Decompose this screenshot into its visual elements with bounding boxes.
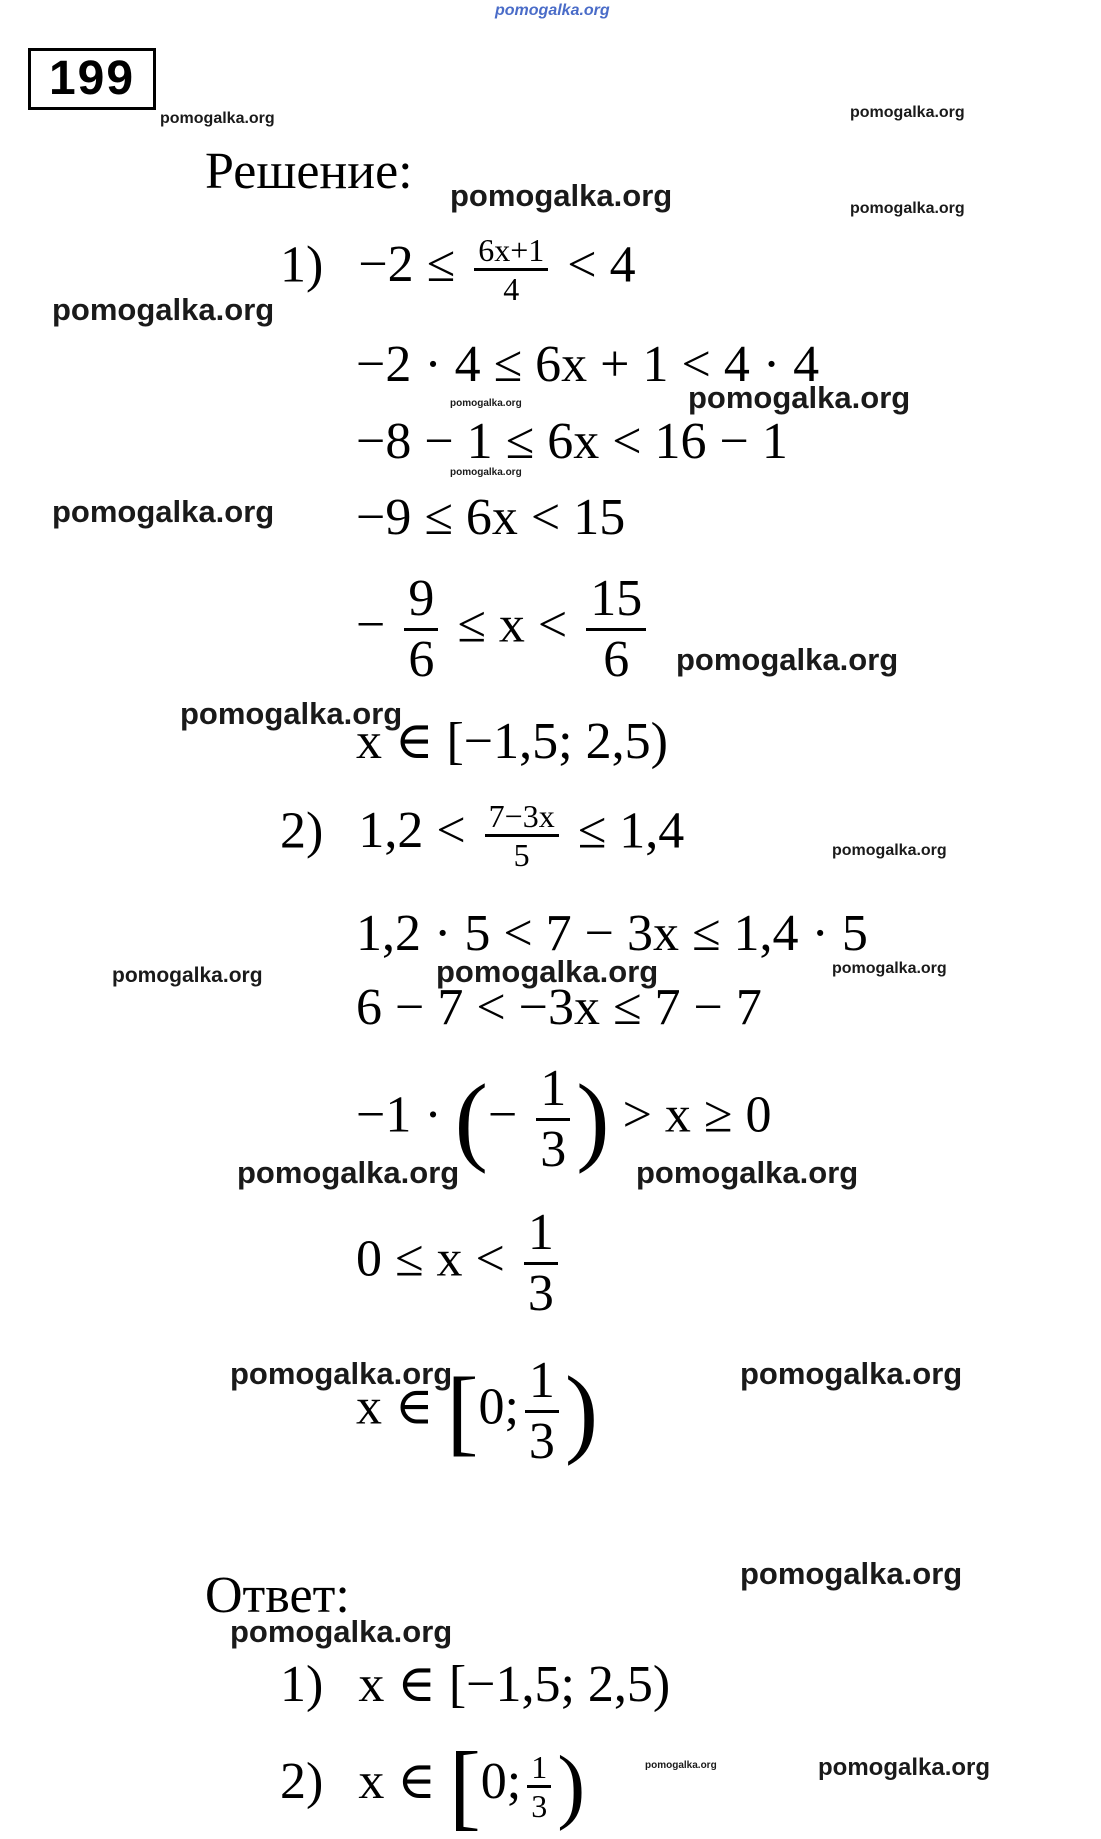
fraction-denominator: 3 xyxy=(528,1413,555,1470)
zero: 0; xyxy=(478,1378,519,1436)
part1-line4: −9 ≤ 6x < 15 xyxy=(356,489,626,546)
watermark: pomogalka.org xyxy=(160,110,275,127)
watermark: pomogalka.org xyxy=(740,1356,963,1391)
answer2-left: x ∈ xyxy=(358,1752,436,1810)
watermark-top: pomogalka.org xyxy=(495,2,610,19)
fraction-denominator: 4 xyxy=(503,271,520,307)
watermark: pomogalka.org xyxy=(52,494,275,529)
part1-line5 xyxy=(356,570,652,689)
fraction-numerator: 9 xyxy=(408,570,435,627)
fraction-numerator: 1 xyxy=(527,1204,554,1261)
part1-line5-middle: ≤ x < xyxy=(457,596,568,654)
part2-label: 2) xyxy=(280,802,324,860)
fraction-numerator: 15 xyxy=(590,570,643,627)
answer1-label: 1) xyxy=(280,1656,324,1713)
minus-sign: − xyxy=(487,1086,518,1144)
part2-line1-right: ≤ 1,4 xyxy=(577,802,685,860)
answer1-value: x ∈ [−1,5; 2,5) xyxy=(358,1656,671,1713)
part2-line6 xyxy=(356,1352,598,1471)
watermark: pomogalka.org xyxy=(112,964,263,987)
part1-line1-left: −2 ≤ xyxy=(358,236,456,294)
part2-line3: 6 − 7 < −3x ≤ 7 − 7 xyxy=(356,979,762,1036)
part2-line4-left: −1 · xyxy=(356,1086,442,1144)
watermark: pomogalka.org xyxy=(230,1614,453,1649)
fraction-denominator: 5 xyxy=(513,837,530,873)
part1-line5-fraction1 xyxy=(404,570,438,689)
part2-line6-fraction xyxy=(525,1352,559,1471)
paren-open: ( xyxy=(454,1063,488,1175)
part2-line5 xyxy=(356,1204,564,1323)
part1-line1 xyxy=(280,232,636,307)
bracket-open: [ xyxy=(448,1732,481,1839)
paren-close: ) xyxy=(564,1355,599,1467)
watermark: pomogalka.org xyxy=(180,696,403,731)
watermark: pomogalka.org xyxy=(237,1155,460,1190)
part1-line6: x ∈ [−1,5; 2,5) xyxy=(356,713,668,770)
bracket-open: [ xyxy=(446,1357,479,1465)
part1-line3: −8 − 1 ≤ 6x < 16 − 1 xyxy=(356,413,788,470)
paren-close: ) xyxy=(557,1739,586,1832)
watermark: pomogalka.org xyxy=(676,642,899,677)
fraction-numerator: 1 xyxy=(531,1748,548,1785)
solution-heading: Решение: xyxy=(205,143,413,200)
watermark: pomogalka.org xyxy=(636,1155,859,1190)
fraction-denominator: 3 xyxy=(540,1121,567,1178)
part1-line1-right: < 4 xyxy=(567,236,636,294)
fraction-denominator: 6 xyxy=(603,631,630,688)
answer-line2 xyxy=(280,1732,586,1839)
watermark: pomogalka.org xyxy=(450,398,522,409)
part2-line5-left: 0 ≤ x < xyxy=(356,1230,505,1288)
problem-number: 199 xyxy=(28,48,156,110)
watermark: pomogalka.org xyxy=(818,1754,991,1781)
watermark: pomogalka.org xyxy=(52,292,275,327)
part2-line4 xyxy=(356,1060,771,1179)
watermark: pomogalka.org xyxy=(740,1556,963,1591)
part2-line1-fraction xyxy=(485,798,559,873)
watermark: pomogalka.org xyxy=(230,1356,453,1391)
part2-line1 xyxy=(280,798,684,873)
answer-heading: Ответ: xyxy=(205,1567,350,1624)
fraction-denominator: 6 xyxy=(408,631,435,688)
part2-line4-fraction xyxy=(536,1060,570,1179)
part1-line2: −2 · 4 ≤ 6x + 1 < 4 · 4 xyxy=(356,336,820,393)
fraction-numerator: 1 xyxy=(540,1060,567,1117)
watermark: pomogalka.org xyxy=(450,178,673,213)
fraction-numerator: 7−3x xyxy=(488,798,555,834)
part1-line5-fraction2 xyxy=(586,570,646,689)
watermark: pomogalka.org xyxy=(450,467,522,478)
part2-line1-left: 1,2 < xyxy=(358,802,466,860)
minus-sign: − xyxy=(356,596,386,654)
fraction-denominator: 3 xyxy=(527,1265,554,1322)
fraction-numerator: 6x+1 xyxy=(478,232,545,268)
answer2-fraction xyxy=(527,1749,551,1824)
watermark: pomogalka.org xyxy=(645,1760,717,1771)
paren-close: ) xyxy=(576,1063,610,1175)
watermark: pomogalka.org xyxy=(832,842,947,859)
part2-line4-right: > x ≥ 0 xyxy=(622,1086,772,1144)
zero: 0; xyxy=(480,1752,522,1810)
part2-line2: 1,2 · 5 < 7 − 3x ≤ 1,4 · 5 xyxy=(356,905,868,962)
part1-line1-fraction xyxy=(474,232,548,307)
part2-line6-left: x ∈ xyxy=(356,1378,434,1436)
watermark: pomogalka.org xyxy=(850,200,965,217)
watermark: pomogalka.org xyxy=(832,960,947,977)
part2-line5-fraction xyxy=(524,1204,558,1323)
fraction-numerator: 1 xyxy=(528,1352,555,1409)
answer2-label: 2) xyxy=(280,1752,324,1810)
watermark: pomogalka.org xyxy=(688,380,911,415)
part1-label: 1) xyxy=(280,236,324,294)
fraction-denominator: 3 xyxy=(531,1787,548,1824)
watermark: pomogalka.org xyxy=(850,104,965,121)
answer-line1 xyxy=(280,1655,670,1715)
watermark: pomogalka.org xyxy=(436,954,659,989)
